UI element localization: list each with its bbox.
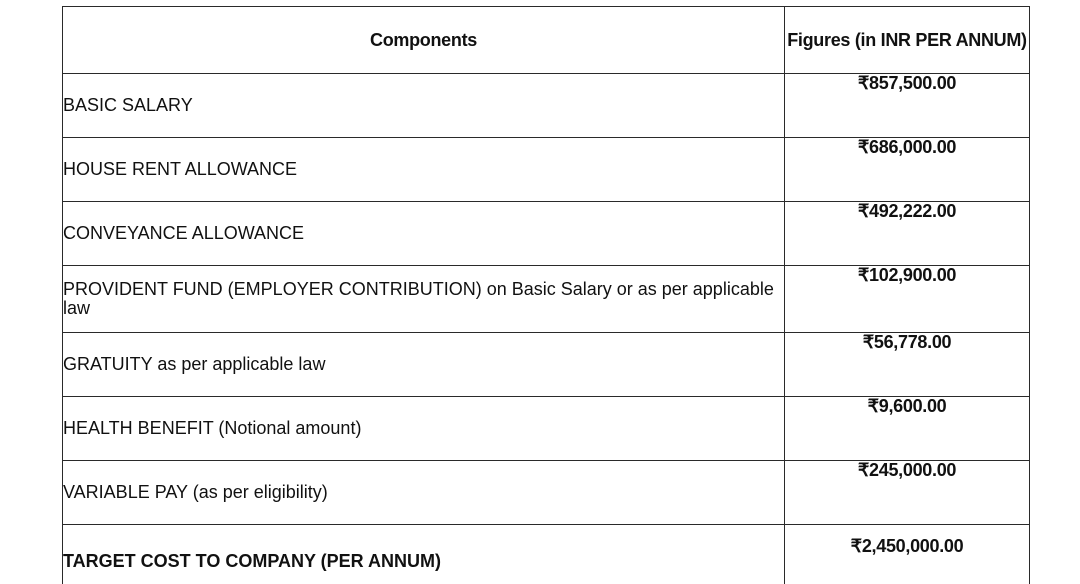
figure-cell: ₹56,778.00: [785, 333, 1030, 397]
figure-cell: ₹492,222.00: [785, 202, 1030, 266]
component-cell: PROVIDENT FUND (EMPLOYER CONTRIBUTION) on Basic Salary or as per applicable law: [63, 266, 785, 333]
table-row: [63, 266, 1030, 333]
figure-cell: ₹857,500.00: [785, 74, 1030, 138]
table-row: [63, 461, 1030, 525]
figure-cell: ₹102,900.00: [785, 266, 1030, 333]
component-cell: BASIC SALARY: [63, 74, 785, 138]
component-cell: GRATUITY as per applicable law: [63, 333, 785, 397]
table-row: [63, 202, 1030, 266]
header-components: Components: [63, 7, 785, 74]
component-cell: HOUSE RENT ALLOWANCE: [63, 138, 785, 202]
header-figures: Figures (in INR PER ANNUM): [785, 7, 1030, 74]
table-row: [63, 397, 1030, 461]
table-header-row: [63, 7, 1030, 74]
figure-cell: ₹245,000.00: [785, 461, 1030, 525]
table-total-row: [63, 525, 1030, 584]
table-row: [63, 333, 1030, 397]
figure-cell: ₹686,000.00: [785, 138, 1030, 202]
salary-components-table: [62, 6, 1030, 584]
component-cell: HEALTH BENEFIT (Notional amount): [63, 397, 785, 461]
total-component-cell: TARGET COST TO COMPANY (PER ANNUM): [63, 525, 785, 584]
component-cell: VARIABLE PAY (as per eligibility): [63, 461, 785, 525]
component-cell: CONVEYANCE ALLOWANCE: [63, 202, 785, 266]
figure-cell: ₹9,600.00: [785, 397, 1030, 461]
total-figure-cell: ₹2,450,000.00: [785, 525, 1030, 584]
table-row: [63, 138, 1030, 202]
table-row: [63, 74, 1030, 138]
